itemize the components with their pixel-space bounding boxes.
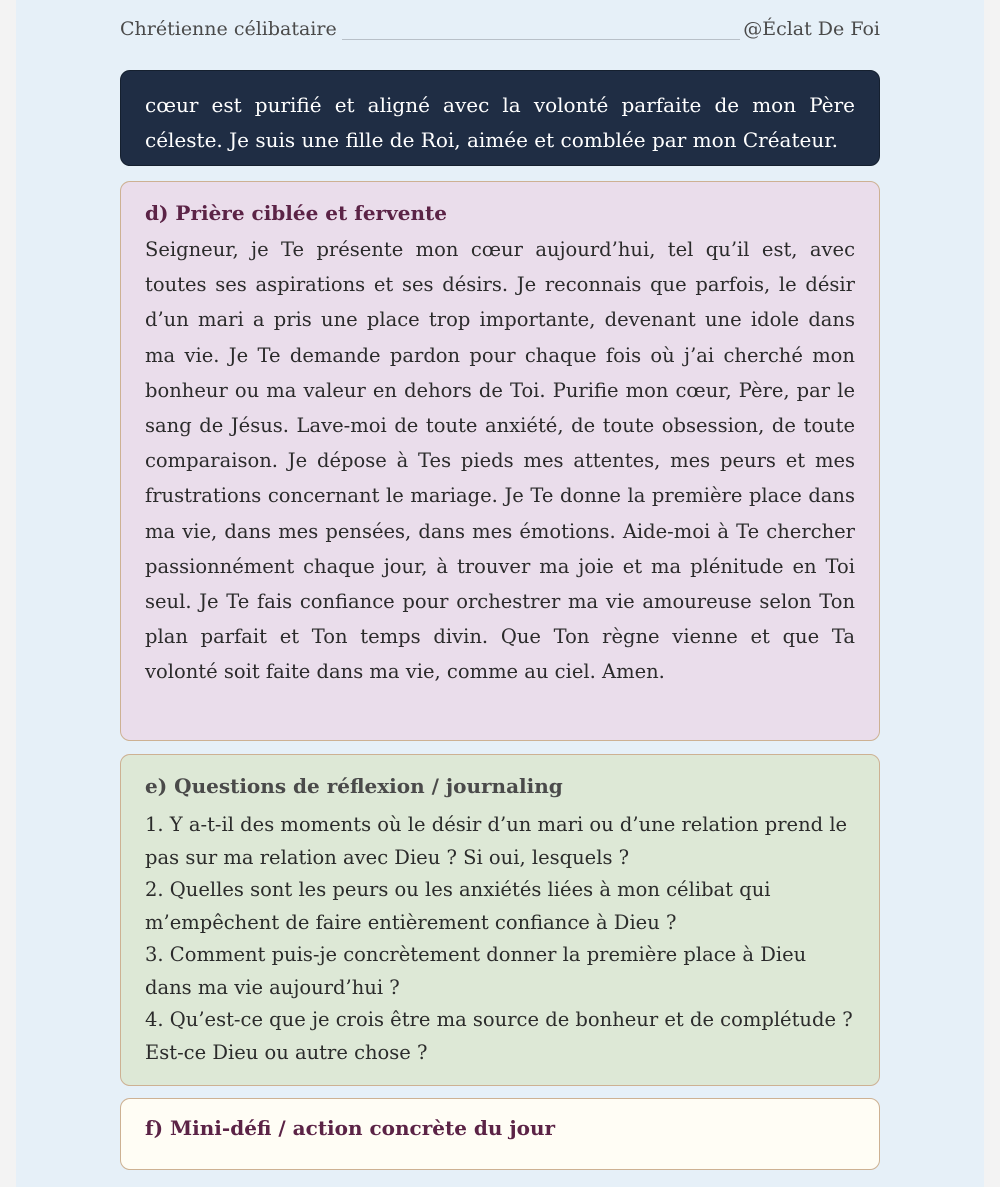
header-book-title: Chrétienne célibataire xyxy=(120,18,337,40)
prayer-section-title: d) Prière ciblée et fervente xyxy=(145,201,447,225)
mini-challenge-title: f) Mini-défi / action concrète du jour xyxy=(145,1116,556,1140)
header-rule xyxy=(342,39,740,40)
mini-challenge-section xyxy=(120,1098,880,1170)
prayer-section xyxy=(120,181,880,741)
question-item: 3. Comment puis-je concrètement donner la première place à Dieu dans ma vie aujourd’hui ? xyxy=(145,943,807,999)
questions-list xyxy=(145,809,855,1069)
question-item: 4. Qu’est-ce que je crois être ma source de bonheur et de complétude ? Est-ce Dieu ou autre chose ? xyxy=(145,1008,853,1064)
header-author: @Éclat De Foi xyxy=(743,18,880,40)
page-header xyxy=(120,18,880,48)
intro-callout-box xyxy=(120,70,880,166)
prayer-section-body: Seigneur, je Te présente mon cœur aujourd’hui, tel qu’il est, avec toutes ses aspirations et ses désirs. Je reconnais que parfois, le désir d’un mari a pris une place trop importante, devenant une idole dans ma vie. Je Te demande pardon pour chaque fois où j’ai cherché mon bonheur ou ma valeur en dehors de Toi. Purifie mon cœur, Père, par le sang de Jésus. Lave-moi de toute anxiété, de toute obsession, de toute comparaison. Je dépose à Tes pieds mes attentes, mes peurs et mes frustrations concernant le mariage. Je Te donne la première place dans ma vie, dans mes pensées, dans mes émotions. Aide-moi à Te chercher passionnément chaque jour, à trouver ma joie et ma plénitude en Toi seul. Je Te fais confiance pour orchestrer ma vie amoureuse selon Ton plan parfait et Ton temps divin. Que Ton règne vienne et que Ta volonté soit faite dans ma vie, comme au ciel. Amen. xyxy=(145,238,855,684)
question-item: 1. Y a-t-il des moments où le désir d’un mari ou d’une relation prend le pas sur ma relation avec Dieu ? Si oui, lesquels ? xyxy=(145,813,848,869)
intro-callout-text: cœur est purifié et aligné avec la volonté parfaite de mon Père céleste. Je suis une fille de Roi, aimée et comblée par mon Créateur. xyxy=(145,93,855,152)
questions-section xyxy=(120,754,880,1086)
question-item: 2. Quelles sont les peurs ou les anxiétés liées à mon célibat qui m’empêchent de faire entièrement confiance à Dieu ? xyxy=(145,878,771,934)
document-page xyxy=(16,0,984,1187)
questions-section-title: e) Questions de réflexion / journaling xyxy=(145,774,563,798)
